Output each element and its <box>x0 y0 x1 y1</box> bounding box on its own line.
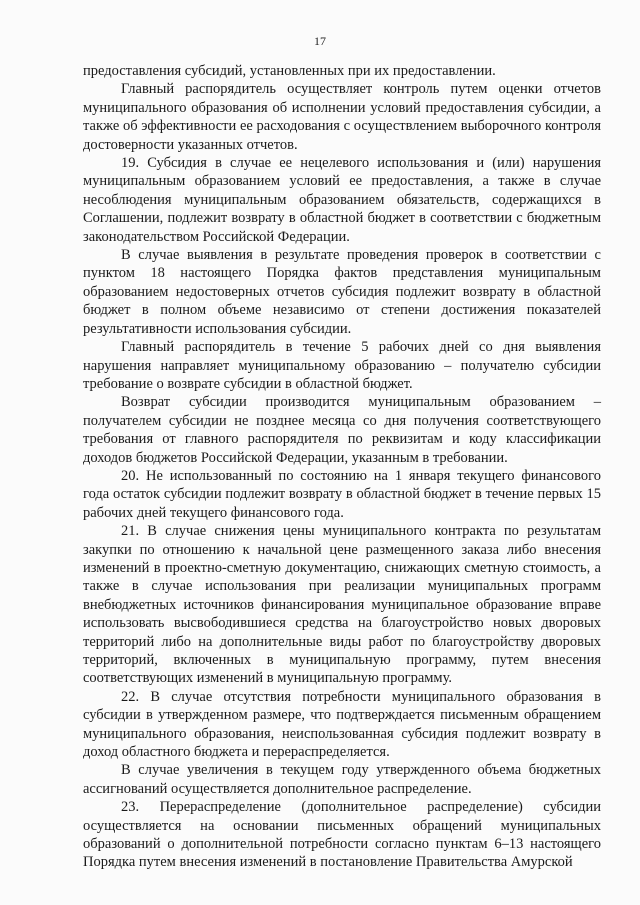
paragraph: предоставления субсидий, установленных при их предоставлении. <box>83 63 496 79</box>
paragraph: 23. Перераспределение (дополнительное распределение) субсидии осуществляется на основании письменных обращений муниципальных образований о дополнительной потребности согласно пунктам 6–13 настоящего Порядка путем внесения изменений в постановление Правительства Амурской <box>83 799 601 871</box>
paragraph: В случае выявления в результате проведения проверок в соответствии с пунктом 18 настоящего Порядка фактов представления муниципальным образованием недостоверных отчетов субсидия подлежит возврату в областной бюджет в полном объеме независимо от степени достижения показателей результативности использования субсидии. <box>83 247 601 337</box>
paragraph: 22. В случае отсутствия потребности муниципального образования в субсидии в утвержденном размере, что подтверждается письменным обращением муниципального образования, неиспользованная субсидия подлежит возврату в доход областного бюджета и перераспределяется. <box>83 688 601 761</box>
page-number: 17 <box>314 34 326 48</box>
paragraph: 20. Не использованный по состоянию на 1 января текущего финансового года остаток субсидии подлежит возврату в областной бюджет в течение первых 15 рабочих дней текущего финансового года. <box>83 467 601 521</box>
paragraph: Возврат субсидии производится муниципальным образованием – получателем субсидии не позднее месяца со дня получения соответствующего требования от главного распорядителя по реквизитам и коду классификации доходов бюджетов Российской Федерации, указанным в требовании. <box>83 394 601 466</box>
paragraph: Главный распорядитель осуществляет контроль путем оценки отчетов муниципального образования об исполнении условий предоставления субсидии, а также об эффективности ее расходования с осуществлением выборочного контроля достоверности указанных отчетов. <box>83 81 601 153</box>
paragraph: Главный распорядитель в течение 5 рабочих дней со дня выявления нарушения направляет муниципальному образованию – получателю субсидии требование о возврате субсидии в областной бюджет. <box>83 339 601 392</box>
paragraph: 21. В случае снижения цены муниципального контракта по результатам закупки по отношению к начальной цене размещенного заказа либо внесения изменений в проектно-сметную документацию, снижающих сметную стоимость, а также в случае использования при реализации муниципальных программ внебюджетных источников финансирования муниципальное образование вправе использовать высвободившиеся средства на благоустройство новых дворовых территорий либо на дополнительные виды работ по благоустройству дворовых территорий, включенных в муниципальную программу, путем внесения соответствующих изменений в муниципальную программу. <box>83 523 601 687</box>
paragraph: 19. Субсидия в случае ее нецелевого использования и (или) нарушения муниципальным образованием условий ее предоставления, а также в случае несоблюдения муниципальным образованием обязательств, содержащихся в Соглашении, подлежит возврату в областной бюджет в соответствии с бюджетным законодательством Российской Федерации. <box>83 155 601 245</box>
paragraph: В случае увеличения в текущем году утвержденного объема бюджетных ассигнований осуществляется дополнительное распределение. <box>83 762 601 797</box>
document-body <box>83 62 601 872</box>
